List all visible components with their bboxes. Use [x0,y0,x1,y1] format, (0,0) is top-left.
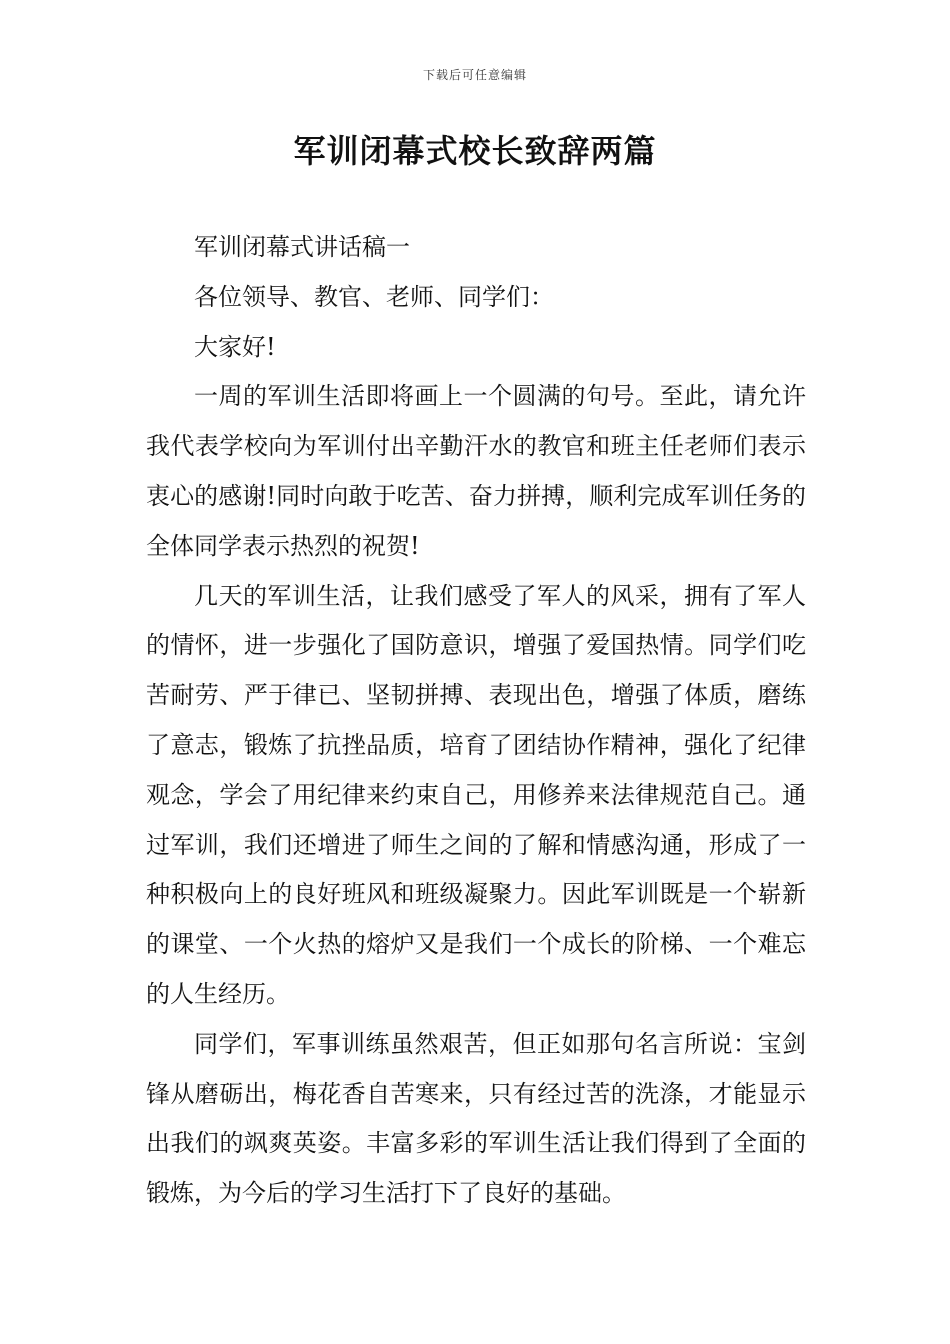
paragraph-greeting: 大家好! [194,332,276,361]
document-title: 军训闭幕式校长致辞两篇 [293,132,657,170]
header-note: 下载后可任意编辑 [422,68,527,82]
paragraph-body: 同学们，军事训练虽然艰苦，但正如那句名言所说：宝剑锋从磨砺出，梅花香自苦寒来，只有经过苦的洗涤，才能显示出我们的飒爽英姿。丰富多彩的军训生活让我们得到了全面的锻炼，为今后的学习生活打下了良好的基础。 [146,1029,806,1208]
document-body [146,223,806,1219]
paragraph-body: 一周的军训生活即将画上一个圆满的句号。至此，请允许我代表学校向为军训付出辛勤汗水的教官和班主任老师们表示衷心的感谢!同时向敢于吃苦、奋力拼搏，顺利完成军训任务的全体同学表示热烈的祝贺! [146,382,806,560]
paragraph-subtitle: 军训闭幕式讲话稿一 [194,233,410,261]
paragraph-salutation: 各位领导、教官、老师、同学们： [194,282,554,311]
paragraph-body: 几天的军训生活，让我们感受了军人的风采，拥有了军人的情怀，进一步强化了国防意识，增强了爱国热情。同学们吃苦耐劳、严于律已、坚韧拼搏、表现出色，增强了体质，磨练了意志，锻炼了抗挫品质，培育了团结协作精神，强化了纪律观念，学会了用纪律来约束自己，用修养来法律规范自己。通过军训，我们还增进了师生之间的了解和情感沟通，形成了一种积极向上的良好班风和班级凝聚力。因此军训既是一个崭新的课堂、一个火热的熔炉又是我们一个成长的阶梯、一个难忘的人生经历。 [146,581,806,1008]
